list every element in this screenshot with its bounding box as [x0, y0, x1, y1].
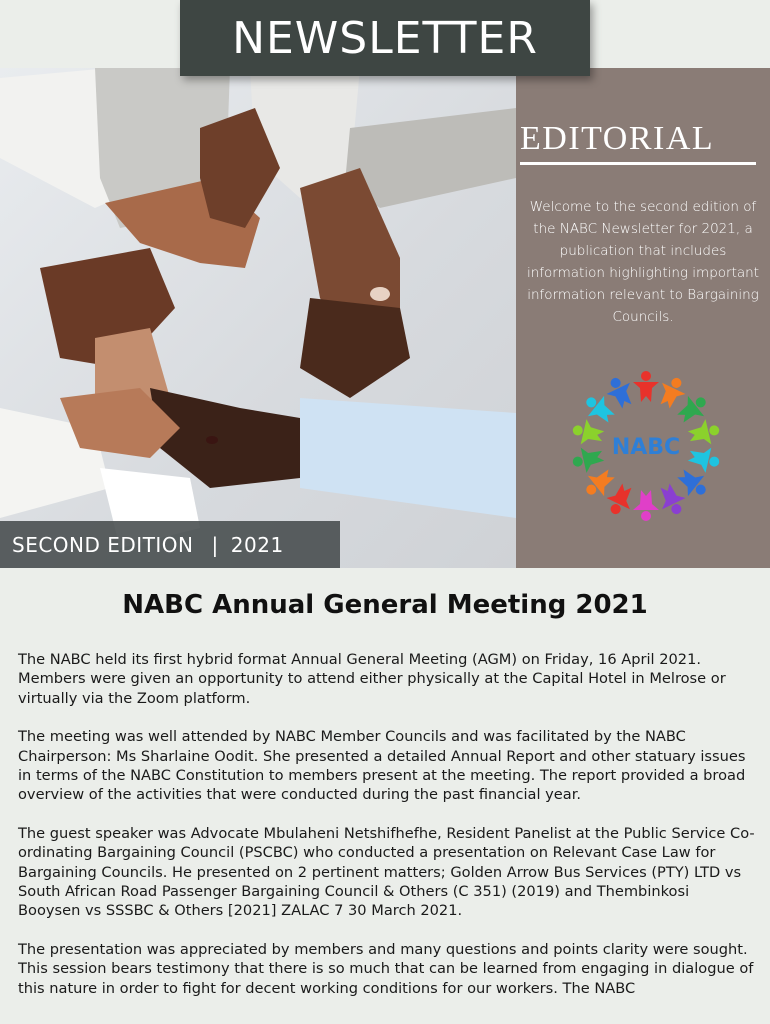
article-paragraph: The presentation was appreciated by members and many questions and points clarity were sought. This session bears testimony that there is so much that can be learned from engaging in dialogue of this nature in order to fight for decent working conditions for our workers. The NABC [18, 940, 754, 997]
logo-figure [633, 490, 659, 521]
logo-text: NABC [611, 435, 681, 460]
article-body [18, 650, 756, 1017]
editorial-divider [520, 162, 756, 165]
editorial-sidebar [516, 68, 770, 568]
edition-separator: | [211, 532, 219, 557]
nabc-logo-icon [566, 366, 726, 526]
editorial-text: Welcome to the second edition of the NABC Newsletter for 2021, a publication that includes information highlighting important information relevant to Bargaining Councils. [526, 199, 760, 325]
cover-photo [0, 68, 516, 568]
edition-year: 2021 [230, 532, 284, 557]
edition-label: SECOND EDITION [12, 532, 194, 557]
logo-figure [633, 371, 659, 402]
article-paragraph: The meeting was well attended by NABC Member Councils and was facilitated by the NABC Chairperson: Ms Sharlaine Oodit. She presented a detailed Annual Report and other statuary issues in terms of the NABC Constitution to members present at the meeting. The report provided a broad overview of the activities that were conducted during the past financial year. [18, 728, 746, 804]
nabc-logo [566, 366, 726, 526]
logo-figure [653, 373, 690, 412]
masthead [180, 0, 590, 76]
logo-figure [602, 373, 639, 412]
logo-figure [686, 417, 722, 449]
article-paragraph: The guest speaker was Advocate Mbulaheni Netshifhefhe, Resident Panelist at the Public Service Co-ordinating Bargaining Council (PSCBC) who conducted a presentation on Relevant Case Law for Bargaining Councils. He presented on 2 pertinent matters; Golden Arrow Bus Services (PTY) LTD vs South African Road Passenger Bargaining Council & Others (C 351) (2019) and Thembinkosi Booysen vs SSSBC & Others [2021] ZALAC 7 30 March 2021. [18, 824, 755, 920]
logo-figure [686, 443, 722, 475]
logo-figure [602, 480, 639, 519]
hands-photo-illustration [0, 68, 516, 568]
logo-figure [570, 417, 606, 449]
article-title: NABC Annual General Meeting 2021 [122, 590, 648, 620]
logo-figure [653, 480, 690, 519]
masthead-title: NEWSLETTER [232, 12, 538, 64]
edition-bar [0, 521, 340, 568]
article-paragraph: The NABC held its first hybrid format Annual General Meeting (AGM) on Friday, 16 April 2021. Members were given an opportunity to attend either physically at the Capital Hotel in Melrose or virtually via the Zoom platform. [18, 651, 726, 707]
editorial-heading: EDITORIAL [520, 120, 715, 157]
logo-figure [570, 443, 606, 475]
